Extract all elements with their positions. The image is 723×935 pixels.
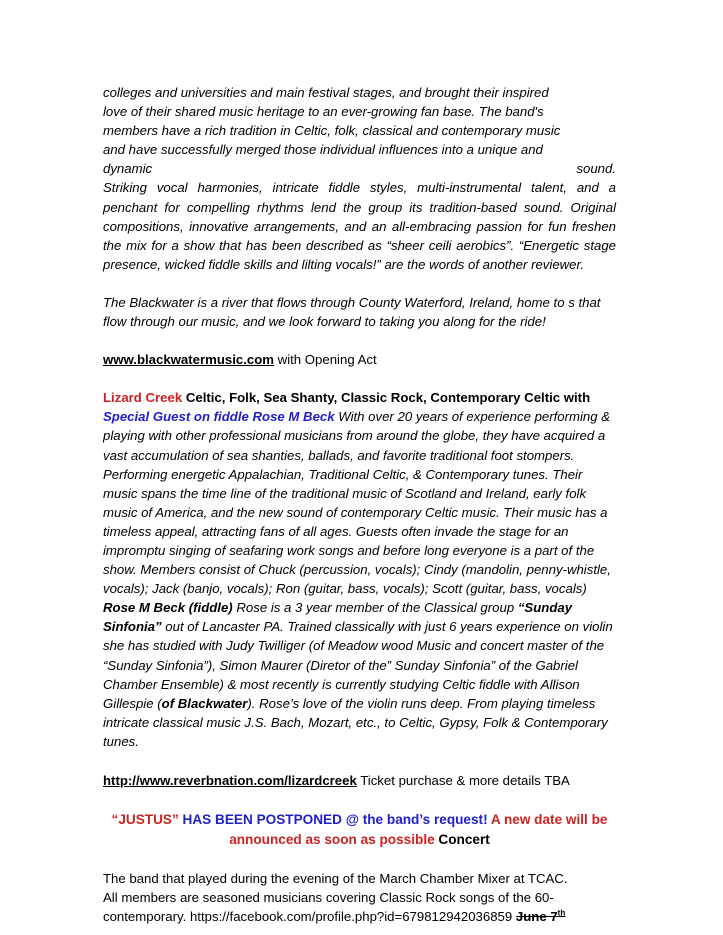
band-bio-dynamic-word: dynamic bbox=[103, 161, 153, 177]
spacer-6 bbox=[103, 849, 616, 869]
announcement-postponed-text: HAS BEEN POSTPONED @ the band’s request! bbox=[178, 812, 488, 828]
paragraph-closing-line-1: The band that played during the evening of the March Chamber Mixer at TCAC. bbox=[103, 871, 568, 887]
document-body bbox=[103, 83, 616, 927]
paragraph-striking-vocal-harmonies: Striking vocal harmonies, intricate fiddle styles, multi-instrumental talent, and a penchant for compelling rhythms lend the group its tradition-based sound. Original compositions, innovative arrangements, and an all-embracing passion for fun freshen the mix for a show that has been described as “sheer ceili aerobics”. “Energetic stage presence, wicked fiddle skills and lilting vocals!” are the words of another reviewer. bbox=[103, 180, 616, 272]
reverbnation-suffix: Ticket purchase & more details TBA bbox=[356, 773, 570, 788]
line-blackwater-website bbox=[103, 350, 616, 369]
paragraph-band-bio-line-1: colleges and universities and main festival stages, and brought their inspired bbox=[103, 85, 549, 100]
line-reverbnation bbox=[103, 771, 616, 790]
paragraph-closing-line-2: All members are seasoned musicians covering Classic Rock songs of the 60- bbox=[103, 890, 554, 906]
paragraph-band-bio-line-2: love of their shared music heritage to an ever-growing fan base. The band's bbox=[103, 104, 544, 120]
lizard-creek-bio-part-3: out of Lancaster PA. Trained classically with just 6 years experience on violin she has studied with Judy Twilliger (of Meadow wood Music and concert master of the “Sunday Sinfonia”), Simon Maurer (Diretor of the” Sunday Sinfonia” of the Gabriel Chamber Ensemble) & most recently is currently studying Celtic fiddle with Allison Gillespie ( bbox=[103, 619, 613, 711]
special-guest-rose-m-beck: Special Guest on fiddle Rose M Beck bbox=[103, 409, 335, 425]
sunday-sinfonia-label: “Sunday Sinfonia” bbox=[103, 600, 573, 635]
of-blackwater-label: of Blackwater bbox=[161, 695, 248, 711]
lizard-creek-genres: Celtic, Folk, Sea Shanty, Classic Rock, Contemporary Celtic with bbox=[182, 390, 591, 406]
struck-date-text: June 7 bbox=[515, 909, 558, 925]
link-blackwatermusic[interactable]: www.blackwatermusic.com bbox=[103, 352, 275, 368]
spacer-3 bbox=[103, 369, 616, 388]
announcement-concert-word: Concert bbox=[434, 831, 490, 847]
lizard-creek-bio-part-2: Rose is a 3 year member of the Classical group bbox=[232, 600, 518, 616]
paragraph-lizard-creek bbox=[103, 388, 616, 751]
paragraph-band-bio-line-4: and have successfully merged those individual influences into a unique and bbox=[103, 142, 543, 158]
lizard-creek-bio-part-1: With over 20 years of experience performing & playing with other professional musicians from around the globe, they have acquired a vast accumulation of sea shanties, ballads, and favorite traditional foot stompers. Performing energetic Appalachian, Traditional Celtic, & Contemporary tunes. Their music spans the time line of the traditional music of Scotland and Ireland, early folk music of America, and the new sound of contemporary Celtic music. Their music has a timeless appeal, attracting fans of all ages. Guests often invade the stage for an impromptu singing of seafaring work songs and before long everyone is a part of the show. Members consist of Chuck (percussion, vocals); Cindy (mandolin, penny-whistle, vocals); Jack (banjo, vocals); Ron (guitar, bass, vocals); Scott (guitar, bass, vocals) bbox=[103, 409, 611, 597]
closing-facebook-link-text[interactable]: contemporary. https://facebook.com/profile.php?id=679812942036859 bbox=[103, 909, 516, 925]
blackwater-website-suffix: with Opening Act bbox=[274, 352, 377, 368]
band-bio-sound-word: sound. bbox=[576, 161, 616, 177]
struck-date-june-7 bbox=[516, 909, 566, 924]
link-reverbnation[interactable]: http://www.reverbnation.com/lizardcreek bbox=[103, 773, 357, 788]
band-name-lizard-creek: Lizard Creek bbox=[103, 390, 183, 406]
announcement-justus: “JUSTUS” bbox=[111, 812, 179, 828]
paragraph-closing-line-3 bbox=[103, 907, 616, 926]
spacer-2 bbox=[103, 331, 616, 350]
spacer-1 bbox=[103, 274, 616, 293]
spacer-5 bbox=[103, 790, 616, 810]
paragraph-blackwater-river: The Blackwater is a river that flows through County Waterford, Ireland, home to s that flow through our music, and we look forward to taking you along for the ride! bbox=[103, 294, 601, 330]
paragraph-band-bio-line-5 bbox=[103, 159, 616, 178]
rose-m-beck-fiddle-label: Rose M Beck (fiddle) bbox=[103, 600, 233, 616]
struck-date-ordinal-suffix: th bbox=[557, 909, 566, 919]
paragraph-band-bio-line-3: members have a rich tradition in Celtic, folk, classical and contemporary music bbox=[103, 123, 561, 139]
announcement-new-date: A new date will be announced as soon as possible bbox=[229, 812, 608, 847]
lizard-creek-bio-part-4: ). Rose’s love of the violin runs deep. From playing timeless intricate classical music J.S. Bach, Mozart, etc., to Celtic, Gypsy, Folk & Contemporary tunes. bbox=[103, 695, 608, 749]
spacer-4 bbox=[103, 751, 616, 771]
announcement-postponed bbox=[103, 810, 616, 849]
